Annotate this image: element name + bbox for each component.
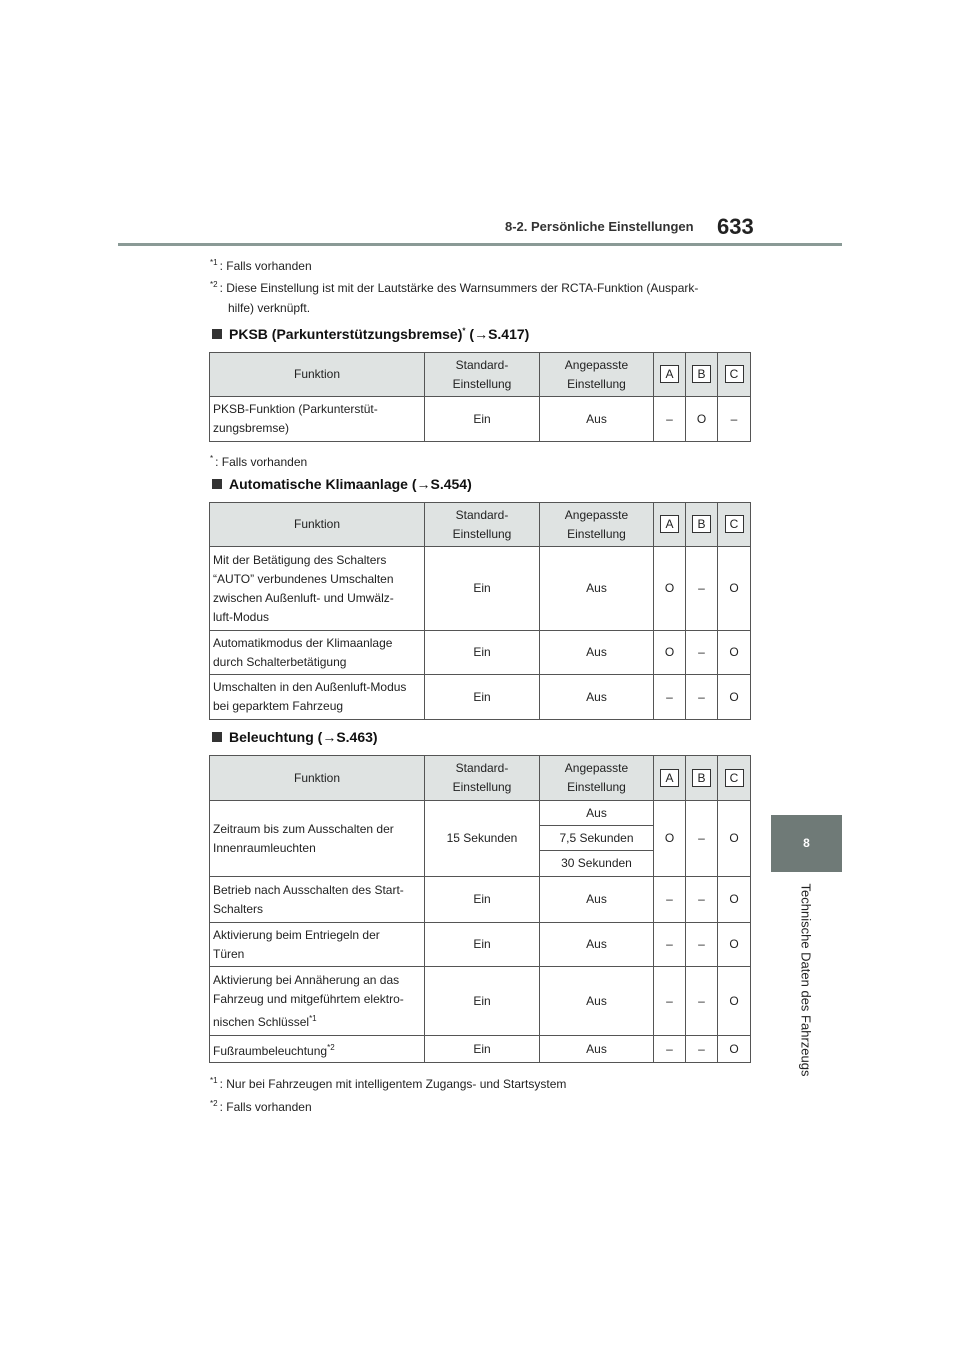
footnote-text: Falls vorhanden: [226, 259, 312, 273]
cell-c: O: [718, 801, 751, 877]
footnote-licht-1: $^{*1}$ : Nur bei Fahrzeugen mit intelligentem Zugangs- und Startsystem: [210, 1076, 567, 1091]
col-standard: Standard- Einstellung: [425, 756, 540, 801]
heading-ref: (→S.417): [465, 326, 530, 342]
cell-adjusted: Aus: [540, 1036, 654, 1063]
badge-b: B: [692, 365, 711, 383]
cell-standard: Ein: [425, 675, 540, 720]
heading-text: Automatische Klimaanlage (→S.454): [229, 476, 472, 492]
cell-standard: Ein: [425, 967, 540, 1036]
cell-function: Umschalten in den Außenluft-Modus bei geparktem Fahrzeug: [210, 675, 425, 720]
col-b: [686, 353, 718, 397]
table-header-row: [210, 503, 751, 547]
badge-b: B: [692, 769, 711, 787]
cell-c: –: [718, 397, 751, 442]
cell-a: O: [654, 801, 686, 877]
bullet-square-icon: [212, 479, 222, 489]
table-row: [210, 1036, 751, 1063]
page-number: 633: [717, 214, 754, 239]
cell-a: –: [654, 923, 686, 967]
col-c: [718, 503, 751, 547]
footnote-mark: *1: [210, 258, 218, 267]
cell-b: –: [686, 675, 718, 720]
table-row: [210, 631, 751, 675]
col-function: Funktion: [210, 503, 425, 547]
col-function: Funktion: [210, 756, 425, 801]
cell-a: –: [654, 675, 686, 720]
badge-a: A: [660, 769, 679, 787]
cell-adjusted: Aus: [540, 801, 654, 826]
cell-c: O: [718, 877, 751, 923]
chapter-number: 8: [803, 836, 810, 850]
col-c: [718, 756, 751, 801]
col-standard: Standard- Einstellung: [425, 353, 540, 397]
cell-b: –: [686, 547, 718, 631]
section-title: 8-2. Persönliche Einstellungen: [505, 219, 694, 234]
footnote-mark: *1: [210, 1076, 218, 1085]
badge-c: C: [725, 515, 744, 533]
cell-c: O: [718, 547, 751, 631]
table-klima: [209, 502, 751, 720]
table-row: [210, 547, 751, 631]
cell-function: Betrieb nach Ausschalten des Start- Schalters: [210, 877, 425, 923]
table-row: [210, 675, 751, 720]
bullet-square-icon: [212, 732, 222, 742]
footnote-text: Nur bei Fahrzeugen mit intelligentem Zugangs- und Startsystem: [226, 1077, 567, 1091]
cell-standard: Ein: [425, 631, 540, 675]
table-row: [210, 923, 751, 967]
col-c: [718, 353, 751, 397]
col-a: [654, 503, 686, 547]
bullet-square-icon: [212, 329, 222, 339]
cell-adjusted: Aus: [540, 675, 654, 720]
cell-a: O: [654, 547, 686, 631]
cell-adjusted: Aus: [540, 923, 654, 967]
cell-function: Automatikmodus der Klimaanlage durch Schalterbetätigung: [210, 631, 425, 675]
table-header-row: [210, 756, 751, 801]
col-a: [654, 353, 686, 397]
footnote-text: Diese Einstellung ist mit der Lautstärke des Warnsummers der RCTA-Funktion (Auspark-: [226, 281, 699, 295]
heading-pksb: [212, 326, 529, 342]
cell-adjusted: 30 Sekunden: [540, 851, 654, 877]
header-rule: [118, 243, 842, 246]
cell-b: –: [686, 967, 718, 1036]
badge-b: B: [692, 515, 711, 533]
heading-klima: [212, 476, 472, 492]
col-a: [654, 756, 686, 801]
cell-function: Mit der Betätigung des Schalters “AUTO” verbundenes Umschalten zwischen Außenluft- und Umwälz- luft-Modus: [210, 547, 425, 631]
cell-a: –: [654, 1036, 686, 1063]
cell-standard: Ein: [425, 1036, 540, 1063]
badge-a: A: [660, 365, 679, 383]
cell-c: O: [718, 631, 751, 675]
cell-a: –: [654, 877, 686, 923]
footnote-mark: *2: [210, 1099, 218, 1108]
footnote-text-cont: hilfe) verknüpft.: [228, 301, 311, 315]
cell-standard: Ein: [425, 397, 540, 442]
cell-c: O: [718, 675, 751, 720]
cell-standard: Ein: [425, 877, 540, 923]
cell-c: O: [718, 923, 751, 967]
cell-function: PKSB-Funktion (Parkunterstüt- zungsbremse): [210, 397, 425, 442]
footnote-text: Falls vorhanden: [221, 455, 308, 469]
footnote-licht-2: $^{*2}$ : Falls vorhanden: [210, 1099, 312, 1114]
cell-function: Fußraumbeleuchtung$^{*2}$: [210, 1036, 425, 1063]
cell-function: Aktivierung bei Annäherung an das Fahrzeug und mitgeführtem elektro- nischen Schlüssel$^{*1}$: [210, 967, 425, 1036]
cell-b: –: [686, 801, 718, 877]
cell-standard: 15 Sekunden: [425, 801, 540, 877]
footnote-pksb: * : Falls vorhanden: [210, 454, 308, 469]
cell-a: O: [654, 631, 686, 675]
heading-licht: [212, 729, 378, 745]
footnote-1: $^{*1}$ : Falls vorhanden: [210, 258, 312, 273]
col-function: Funktion: [210, 353, 425, 397]
chapter-label: Technische Daten des Fahrzeugs: [798, 883, 814, 1077]
cell-a: –: [654, 397, 686, 442]
badge-c: C: [725, 769, 744, 787]
col-adjusted: Angepasste Einstellung: [540, 503, 654, 547]
cell-adjusted: Aus: [540, 397, 654, 442]
cell-standard: Ein: [425, 923, 540, 967]
table-row: [210, 801, 751, 826]
cell-b: –: [686, 877, 718, 923]
badge-a: A: [660, 515, 679, 533]
cell-b: –: [686, 923, 718, 967]
cell-c: O: [718, 1036, 751, 1063]
table-row: [210, 397, 751, 442]
table-row: [210, 967, 751, 1036]
table-header-row: [210, 353, 751, 397]
cell-adjusted: Aus: [540, 967, 654, 1036]
cell-a: –: [654, 967, 686, 1036]
col-standard: Standard- Einstellung: [425, 503, 540, 547]
cell-adjusted: Aus: [540, 547, 654, 631]
cell-b: –: [686, 631, 718, 675]
heading-text: PKSB (Parkunterstützungsbremse): [229, 326, 463, 342]
cell-function: Zeitraum bis zum Ausschalten der Innenraumleuchten: [210, 801, 425, 877]
cell-adjusted: 7,5 Sekunden: [540, 826, 654, 851]
badge-c: C: [725, 365, 744, 383]
footnote-mark: *2: [210, 280, 218, 289]
cell-b: O: [686, 397, 718, 442]
table-pksb: [209, 352, 751, 442]
cell-adjusted: Aus: [540, 631, 654, 675]
footnote-2: $^{*2}$ : Diese Einstellung ist mit der Lautstärke des Warnsummers der RCTA-Funktion (Auspark- hilfe) verknüpft.: [210, 275, 698, 318]
col-adjusted: Angepasste Einstellung: [540, 353, 654, 397]
cell-function: Aktivierung beim Entriegeln der Türen: [210, 923, 425, 967]
col-b: [686, 503, 718, 547]
heading-text: Beleuchtung (→S.463): [229, 729, 378, 745]
footnote-text: Falls vorhanden: [226, 1100, 312, 1114]
table-licht: [209, 755, 751, 1063]
cell-b: –: [686, 1036, 718, 1063]
table-row: [210, 877, 751, 923]
col-b: [686, 756, 718, 801]
footnote-mark: *: [210, 454, 214, 463]
heading-sup: *: [462, 326, 466, 336]
col-adjusted: Angepasste Einstellung: [540, 756, 654, 801]
cell-adjusted: Aus: [540, 877, 654, 923]
cell-standard: Ein: [425, 547, 540, 631]
cell-c: O: [718, 967, 751, 1036]
